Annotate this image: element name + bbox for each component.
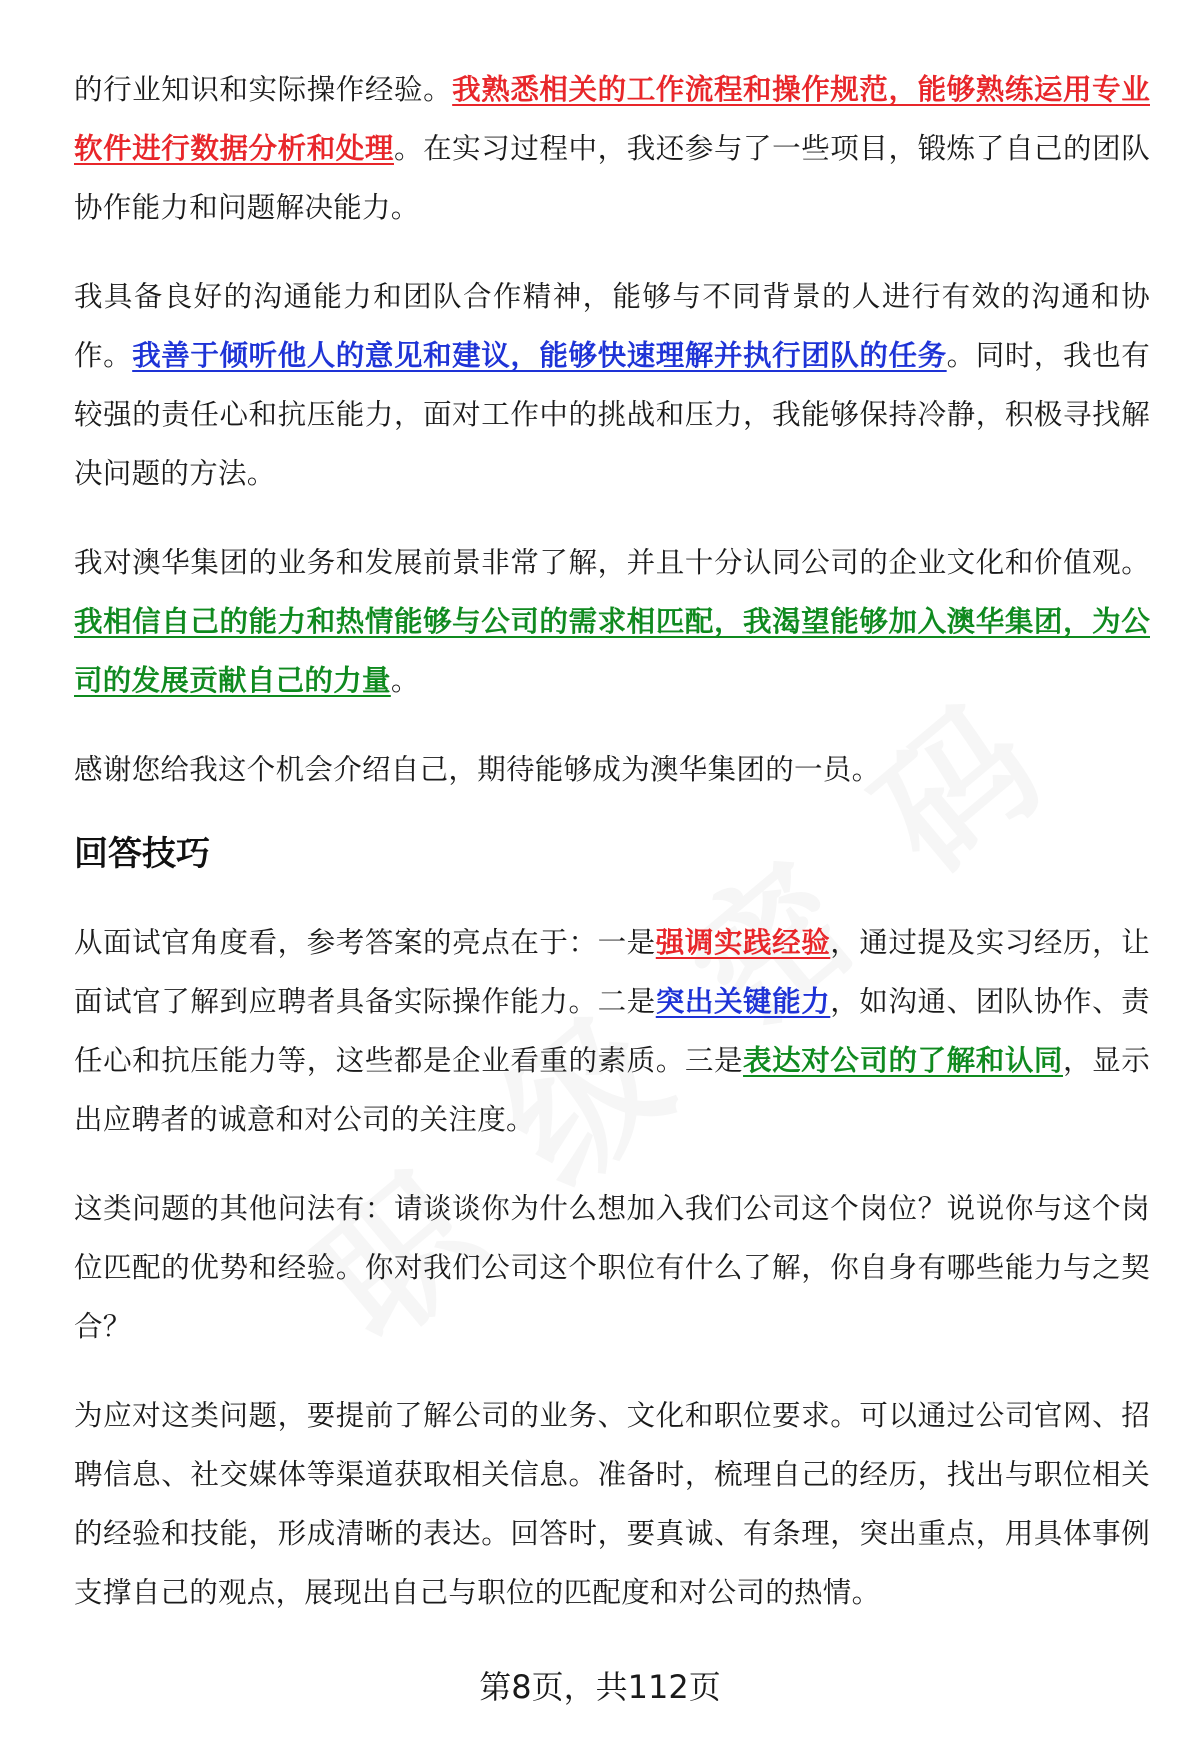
paragraph-text: 。在实习过程中，我还参与了一些项目，锻炼了自己的团队协作能力和问题解决能力。: [74, 132, 1150, 224]
page-footer: 第8页，共112页: [479, 1668, 721, 1706]
highlight-green: 我相信自己的能力和热情能够与公司的需求相匹配，我渴望能够加入澳华集团，为公司的发展贡献自己的力量: [74, 605, 1150, 697]
paragraph-text: 从面试官角度看，参考答案的亮点在于：一是: [74, 926, 656, 959]
highlight-red: 强调实践经验: [655, 926, 831, 959]
paragraph: [74, 1179, 1150, 1356]
paragraph-text: 这类问题的其他问法有：请谈谈你为什么想加入我们公司这个岗位？说说你与这个岗位匹配的优势和经验。你对我们公司这个职位有什么了解，你自身有哪些能力与之契合？: [74, 1192, 1150, 1343]
paragraph-text: 我对澳华集团的业务和发展前景非常了解，并且十分认同公司的企业文化和价值观。: [74, 546, 1150, 579]
paragraph-text: ，通过提及实习经历，让面试官了解到应聘者具备实际操作能力。二是: [74, 926, 1150, 1018]
document-page: [74, 60, 1150, 1652]
paragraph: [74, 913, 1150, 1149]
paragraph-text: 。: [390, 664, 420, 697]
paragraph-text: 。同时，我也有较强的责任心和抗压能力，面对工作中的挑战和压力，我能够保持冷静，积极寻找解决问题的方法。: [74, 339, 1151, 490]
answer-section: [74, 60, 1150, 799]
paragraph-text: 感谢您给我这个机会介绍自己，期待能够成为澳华集团的一员。: [74, 753, 881, 786]
tips-section: [74, 913, 1150, 1622]
paragraph-text: 我具备良好的沟通能力和团队合作精神，能够与不同背景的人进行有效的沟通和协作。: [74, 280, 1150, 372]
paragraph-text: ，如沟通、团队协作、责任心和抗压能力等，这些都是企业看重的素质。三是: [74, 985, 1150, 1077]
section-heading: 回答技巧: [74, 834, 210, 874]
paragraph: [74, 60, 1150, 237]
paragraph-text: 为应对这类问题，要提前了解公司的业务、文化和职位要求。可以通过公司官网、招聘信息、社交媒体等渠道获取相关信息。准备时，梳理自己的经历，找出与职位相关的经验和技能，形成清晰的表达。回答时，要真诚、有条理，突出重点，用具体事例支撑自己的观点，展现出自己与职位的匹配度和对公司的热情。: [74, 1399, 1150, 1609]
highlight-red: 我熟悉相关的工作流程和操作规范，能够熟练运用专业软件进行数据分析和处理: [74, 73, 1150, 165]
highlight-green: 表达对公司的了解和认同: [743, 1044, 1064, 1077]
highlight-blue: 突出关键能力: [655, 985, 831, 1018]
paragraph-text: 的行业知识和实际操作经验。: [74, 73, 453, 106]
paragraph-text: ，显示出应聘者的诚意和对公司的关注度。: [74, 1044, 1150, 1136]
highlight-blue: 我善于倾听他人的意见和建议，能够快速理解并执行团队的任务: [132, 339, 947, 372]
paragraph: [74, 533, 1150, 710]
paragraph: [74, 1386, 1150, 1622]
paragraph: [74, 267, 1150, 503]
paragraph: [74, 740, 1150, 799]
